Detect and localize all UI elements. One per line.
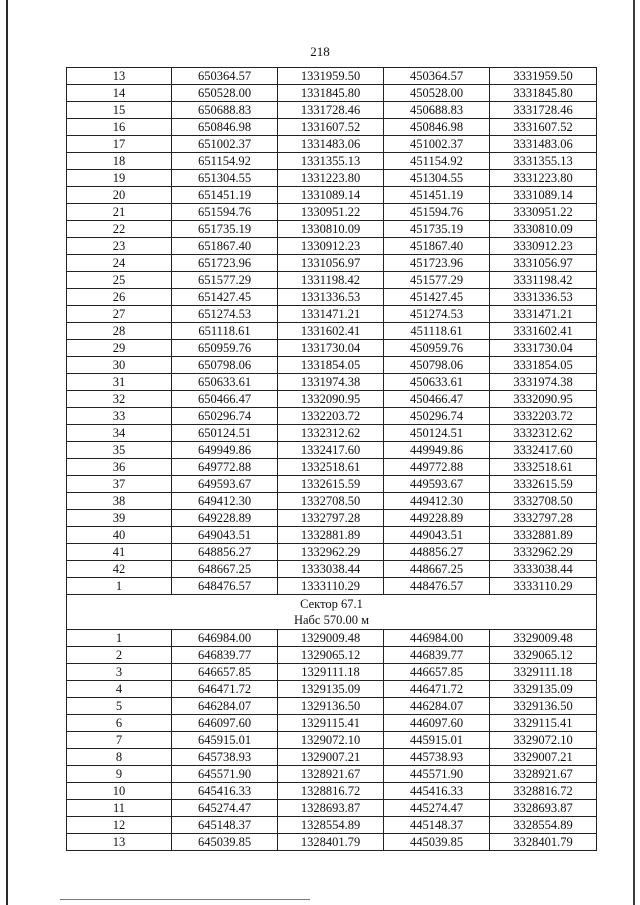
sector-header-row (67, 595, 597, 630)
y-coordinate-cell: 1331728.46 (278, 102, 384, 119)
x-coordinate-cell: 648667.25 (172, 561, 278, 578)
x-local-cell: 451118.61 (384, 323, 490, 340)
y-local-cell: 3328816.72 (490, 783, 597, 800)
rows-after-sector (67, 630, 597, 851)
point-number-cell: 17 (67, 136, 172, 153)
y-coordinate-cell: 1331845.80 (278, 85, 384, 102)
point-number-cell: 36 (67, 459, 172, 476)
y-local-cell: 3333110.29 (490, 578, 597, 595)
y-coordinate-cell: 1332797.28 (278, 510, 384, 527)
x-local-cell: 451577.29 (384, 272, 490, 289)
y-local-cell: 3331602.41 (490, 323, 597, 340)
point-number-cell: 20 (67, 187, 172, 204)
y-coordinate-cell: 1330951.22 (278, 204, 384, 221)
y-local-cell: 3333038.44 (490, 561, 597, 578)
x-coordinate-cell: 645571.90 (172, 766, 278, 783)
y-coordinate-cell: 1332518.61 (278, 459, 384, 476)
y-coordinate-cell: 1331974.38 (278, 374, 384, 391)
point-number-cell: 6 (67, 715, 172, 732)
x-coordinate-cell: 645738.93 (172, 749, 278, 766)
point-number-cell: 21 (67, 204, 172, 221)
point-number-cell: 1 (67, 630, 172, 647)
table-row (67, 578, 597, 595)
y-coordinate-cell: 1331355.13 (278, 153, 384, 170)
y-local-cell: 3331483.06 (490, 136, 597, 153)
x-local-cell: 449593.67 (384, 476, 490, 493)
table-row (67, 834, 597, 851)
x-coordinate-cell: 649412.30 (172, 493, 278, 510)
x-local-cell: 450528.00 (384, 85, 490, 102)
x-coordinate-cell: 650798.06 (172, 357, 278, 374)
x-local-cell: 451594.76 (384, 204, 490, 221)
sector-header-group (67, 595, 597, 630)
x-coordinate-cell: 646097.60 (172, 715, 278, 732)
y-coordinate-cell: 1328554.89 (278, 817, 384, 834)
table-row (67, 442, 597, 459)
y-coordinate-cell: 1331471.21 (278, 306, 384, 323)
y-coordinate-cell: 1331223.80 (278, 170, 384, 187)
y-coordinate-cell: 1329115.41 (278, 715, 384, 732)
table-row (67, 459, 597, 476)
table-row (67, 749, 597, 766)
y-local-cell: 3332881.89 (490, 527, 597, 544)
y-local-cell: 3329009.48 (490, 630, 597, 647)
sector-title: Сектор 67.1 (300, 597, 363, 611)
y-local-cell: 3331730.04 (490, 340, 597, 357)
y-local-cell: 3331056.97 (490, 255, 597, 272)
x-local-cell: 451427.45 (384, 289, 490, 306)
x-coordinate-cell: 651577.29 (172, 272, 278, 289)
point-number-cell: 16 (67, 119, 172, 136)
table-row (67, 170, 597, 187)
y-coordinate-cell: 1329009.48 (278, 630, 384, 647)
table-row (67, 408, 597, 425)
y-coordinate-cell: 1332417.60 (278, 442, 384, 459)
y-coordinate-cell: 1331056.97 (278, 255, 384, 272)
y-local-cell: 3331336.53 (490, 289, 597, 306)
point-number-cell: 37 (67, 476, 172, 493)
x-coordinate-cell: 651274.53 (172, 306, 278, 323)
x-local-cell: 446657.85 (384, 664, 490, 681)
y-local-cell: 3328401.79 (490, 834, 597, 851)
rows-before-sector (67, 68, 597, 595)
y-local-cell: 3331471.21 (490, 306, 597, 323)
table-row (67, 425, 597, 442)
y-local-cell: 3331223.80 (490, 170, 597, 187)
y-coordinate-cell: 1332615.59 (278, 476, 384, 493)
y-local-cell: 3332708.50 (490, 493, 597, 510)
x-local-cell: 446984.00 (384, 630, 490, 647)
x-local-cell: 450296.74 (384, 408, 490, 425)
x-local-cell: 448856.27 (384, 544, 490, 561)
table-row (67, 391, 597, 408)
x-coordinate-cell: 651304.55 (172, 170, 278, 187)
x-coordinate-cell: 645416.33 (172, 783, 278, 800)
x-coordinate-cell: 645915.01 (172, 732, 278, 749)
y-local-cell: 3332203.72 (490, 408, 597, 425)
x-coordinate-cell: 650846.98 (172, 119, 278, 136)
x-local-cell: 445738.93 (384, 749, 490, 766)
coordinates-table (66, 67, 597, 851)
point-number-cell: 31 (67, 374, 172, 391)
point-number-cell: 5 (67, 698, 172, 715)
point-number-cell: 42 (67, 561, 172, 578)
y-coordinate-cell: 1330912.23 (278, 238, 384, 255)
x-coordinate-cell: 651154.92 (172, 153, 278, 170)
point-number-cell: 13 (67, 834, 172, 851)
point-number-cell: 7 (67, 732, 172, 749)
table-row (67, 187, 597, 204)
x-local-cell: 445039.85 (384, 834, 490, 851)
x-coordinate-cell: 646657.85 (172, 664, 278, 681)
table-row (67, 698, 597, 715)
x-local-cell: 445148.37 (384, 817, 490, 834)
y-local-cell: 3329111.18 (490, 664, 597, 681)
x-coordinate-cell: 646284.07 (172, 698, 278, 715)
x-coordinate-cell: 646471.72 (172, 681, 278, 698)
y-local-cell: 3331974.38 (490, 374, 597, 391)
table-row (67, 255, 597, 272)
table-row (67, 204, 597, 221)
x-local-cell: 451154.92 (384, 153, 490, 170)
y-local-cell: 3330810.09 (490, 221, 597, 238)
x-local-cell: 450959.76 (384, 340, 490, 357)
point-number-cell: 25 (67, 272, 172, 289)
x-local-cell: 445416.33 (384, 783, 490, 800)
point-number-cell: 24 (67, 255, 172, 272)
table-row (67, 374, 597, 391)
y-coordinate-cell: 1333110.29 (278, 578, 384, 595)
x-local-cell: 451274.53 (384, 306, 490, 323)
table-row (67, 272, 597, 289)
point-number-cell: 30 (67, 357, 172, 374)
x-coordinate-cell: 650364.57 (172, 68, 278, 85)
x-local-cell: 448667.25 (384, 561, 490, 578)
x-coordinate-cell: 651723.96 (172, 255, 278, 272)
y-coordinate-cell: 1329111.18 (278, 664, 384, 681)
point-number-cell: 3 (67, 664, 172, 681)
x-coordinate-cell: 645274.47 (172, 800, 278, 817)
x-coordinate-cell: 650296.74 (172, 408, 278, 425)
y-local-cell: 3329072.10 (490, 732, 597, 749)
y-local-cell: 3330912.23 (490, 238, 597, 255)
table-row (67, 544, 597, 561)
x-local-cell: 450846.98 (384, 119, 490, 136)
y-local-cell: 3331728.46 (490, 102, 597, 119)
point-number-cell: 38 (67, 493, 172, 510)
footer-line (60, 899, 310, 900)
x-coordinate-cell: 651451.19 (172, 187, 278, 204)
table-row (67, 221, 597, 238)
y-local-cell: 3329115.41 (490, 715, 597, 732)
x-local-cell: 451451.19 (384, 187, 490, 204)
table-row (67, 681, 597, 698)
x-coordinate-cell: 650633.61 (172, 374, 278, 391)
point-number-cell: 10 (67, 783, 172, 800)
y-coordinate-cell: 1329007.21 (278, 749, 384, 766)
y-coordinate-cell: 1332881.89 (278, 527, 384, 544)
x-local-cell: 445571.90 (384, 766, 490, 783)
point-number-cell: 14 (67, 85, 172, 102)
x-coordinate-cell: 645148.37 (172, 817, 278, 834)
point-number-cell: 8 (67, 749, 172, 766)
y-coordinate-cell: 1331607.52 (278, 119, 384, 136)
y-coordinate-cell: 1331336.53 (278, 289, 384, 306)
y-local-cell: 3331854.05 (490, 357, 597, 374)
x-coordinate-cell: 646984.00 (172, 630, 278, 647)
x-coordinate-cell: 649228.89 (172, 510, 278, 527)
point-number-cell: 26 (67, 289, 172, 306)
y-coordinate-cell: 1329136.50 (278, 698, 384, 715)
y-coordinate-cell: 1329072.10 (278, 732, 384, 749)
y-local-cell: 3331089.14 (490, 187, 597, 204)
point-number-cell: 23 (67, 238, 172, 255)
table-row (67, 119, 597, 136)
y-local-cell: 3329007.21 (490, 749, 597, 766)
x-local-cell: 451304.55 (384, 170, 490, 187)
point-number-cell: 9 (67, 766, 172, 783)
y-coordinate-cell: 1328693.87 (278, 800, 384, 817)
table-row (67, 476, 597, 493)
x-coordinate-cell: 650124.51 (172, 425, 278, 442)
y-coordinate-cell: 1332312.62 (278, 425, 384, 442)
x-coordinate-cell: 651118.61 (172, 323, 278, 340)
y-coordinate-cell: 1328401.79 (278, 834, 384, 851)
point-number-cell: 28 (67, 323, 172, 340)
x-coordinate-cell: 650466.47 (172, 391, 278, 408)
x-coordinate-cell: 651867.40 (172, 238, 278, 255)
x-local-cell: 449228.89 (384, 510, 490, 527)
y-local-cell: 3331845.80 (490, 85, 597, 102)
table-row (67, 800, 597, 817)
y-coordinate-cell: 1332708.50 (278, 493, 384, 510)
y-local-cell: 3331959.50 (490, 68, 597, 85)
x-local-cell: 449772.88 (384, 459, 490, 476)
y-coordinate-cell: 1328921.67 (278, 766, 384, 783)
table-row (67, 153, 597, 170)
y-local-cell: 3328554.89 (490, 817, 597, 834)
table-row (67, 85, 597, 102)
y-coordinate-cell: 1328816.72 (278, 783, 384, 800)
x-local-cell: 446839.77 (384, 647, 490, 664)
x-coordinate-cell: 650959.76 (172, 340, 278, 357)
y-coordinate-cell: 1329065.12 (278, 647, 384, 664)
table-row (67, 493, 597, 510)
x-local-cell: 445274.47 (384, 800, 490, 817)
y-local-cell: 3331355.13 (490, 153, 597, 170)
table-row (67, 510, 597, 527)
x-local-cell: 448476.57 (384, 578, 490, 595)
table-row (67, 817, 597, 834)
y-coordinate-cell: 1332090.95 (278, 391, 384, 408)
point-number-cell: 33 (67, 408, 172, 425)
x-local-cell: 446471.72 (384, 681, 490, 698)
x-coordinate-cell: 645039.85 (172, 834, 278, 851)
x-local-cell: 449412.30 (384, 493, 490, 510)
point-number-cell: 4 (67, 681, 172, 698)
point-number-cell: 2 (67, 647, 172, 664)
table-row (67, 306, 597, 323)
x-local-cell: 445915.01 (384, 732, 490, 749)
sector-height: Набс 570.00 м (293, 613, 370, 627)
y-local-cell: 3329135.09 (490, 681, 597, 698)
y-coordinate-cell: 1332203.72 (278, 408, 384, 425)
y-local-cell: 3329065.12 (490, 647, 597, 664)
y-local-cell: 3332962.29 (490, 544, 597, 561)
table-row (67, 136, 597, 153)
table-row (67, 340, 597, 357)
x-local-cell: 450124.51 (384, 425, 490, 442)
point-number-cell: 41 (67, 544, 172, 561)
x-local-cell: 446097.60 (384, 715, 490, 732)
y-coordinate-cell: 1331602.41 (278, 323, 384, 340)
y-coordinate-cell: 1331730.04 (278, 340, 384, 357)
point-number-cell: 35 (67, 442, 172, 459)
x-coordinate-cell: 649593.67 (172, 476, 278, 493)
y-local-cell: 3331607.52 (490, 119, 597, 136)
y-coordinate-cell: 1331089.14 (278, 187, 384, 204)
y-local-cell: 3332312.62 (490, 425, 597, 442)
x-coordinate-cell: 651735.19 (172, 221, 278, 238)
point-number-cell: 29 (67, 340, 172, 357)
table-row (67, 102, 597, 119)
point-number-cell: 13 (67, 68, 172, 85)
x-local-cell: 450466.47 (384, 391, 490, 408)
point-number-cell: 19 (67, 170, 172, 187)
page-number: 218 (310, 44, 330, 59)
y-coordinate-cell: 1332962.29 (278, 544, 384, 561)
x-local-cell: 446284.07 (384, 698, 490, 715)
table-row (67, 68, 597, 85)
y-local-cell: 3331198.42 (490, 272, 597, 289)
table-row (67, 783, 597, 800)
y-local-cell: 3332518.61 (490, 459, 597, 476)
y-local-cell: 3329136.50 (490, 698, 597, 715)
x-coordinate-cell: 648476.57 (172, 578, 278, 595)
y-coordinate-cell: 1331854.05 (278, 357, 384, 374)
x-local-cell: 451723.96 (384, 255, 490, 272)
table-row (67, 766, 597, 783)
point-number-cell: 15 (67, 102, 172, 119)
x-coordinate-cell: 648856.27 (172, 544, 278, 561)
table-row (67, 289, 597, 306)
x-coordinate-cell: 651594.76 (172, 204, 278, 221)
y-local-cell: 3332797.28 (490, 510, 597, 527)
table-row (67, 238, 597, 255)
x-coordinate-cell: 650688.83 (172, 102, 278, 119)
y-local-cell: 3328921.67 (490, 766, 597, 783)
x-local-cell: 451002.37 (384, 136, 490, 153)
point-number-cell: 12 (67, 817, 172, 834)
y-coordinate-cell: 1330810.09 (278, 221, 384, 238)
scan-border-right (633, 0, 635, 905)
y-coordinate-cell: 1331483.06 (278, 136, 384, 153)
point-number-cell: 22 (67, 221, 172, 238)
sector-header-cell (67, 595, 597, 630)
table-row (67, 357, 597, 374)
x-coordinate-cell: 651427.45 (172, 289, 278, 306)
x-local-cell: 450688.83 (384, 102, 490, 119)
x-local-cell: 450798.06 (384, 357, 490, 374)
x-local-cell: 451867.40 (384, 238, 490, 255)
x-local-cell: 449043.51 (384, 527, 490, 544)
x-coordinate-cell: 649949.86 (172, 442, 278, 459)
point-number-cell: 34 (67, 425, 172, 442)
point-number-cell: 18 (67, 153, 172, 170)
x-local-cell: 450633.61 (384, 374, 490, 391)
table-row (67, 647, 597, 664)
table-row (67, 527, 597, 544)
point-number-cell: 1 (67, 578, 172, 595)
y-local-cell: 3332090.95 (490, 391, 597, 408)
scan-border-left (6, 0, 8, 905)
table-row (67, 630, 597, 647)
table-row (67, 664, 597, 681)
x-local-cell: 451735.19 (384, 221, 490, 238)
point-number-cell: 39 (67, 510, 172, 527)
x-coordinate-cell: 651002.37 (172, 136, 278, 153)
y-coordinate-cell: 1333038.44 (278, 561, 384, 578)
y-local-cell: 3332417.60 (490, 442, 597, 459)
table-row (67, 715, 597, 732)
table-row (67, 323, 597, 340)
point-number-cell: 11 (67, 800, 172, 817)
point-number-cell: 27 (67, 306, 172, 323)
x-coordinate-cell: 650528.00 (172, 85, 278, 102)
table-row (67, 561, 597, 578)
x-coordinate-cell: 649043.51 (172, 527, 278, 544)
x-local-cell: 449949.86 (384, 442, 490, 459)
point-number-cell: 40 (67, 527, 172, 544)
table-row (67, 732, 597, 749)
point-number-cell: 32 (67, 391, 172, 408)
x-coordinate-cell: 646839.77 (172, 647, 278, 664)
y-coordinate-cell: 1329135.09 (278, 681, 384, 698)
y-local-cell: 3328693.87 (490, 800, 597, 817)
y-local-cell: 3332615.59 (490, 476, 597, 493)
x-coordinate-cell: 649772.88 (172, 459, 278, 476)
y-coordinate-cell: 1331959.50 (278, 68, 384, 85)
y-local-cell: 3330951.22 (490, 204, 597, 221)
x-local-cell: 450364.57 (384, 68, 490, 85)
y-coordinate-cell: 1331198.42 (278, 272, 384, 289)
